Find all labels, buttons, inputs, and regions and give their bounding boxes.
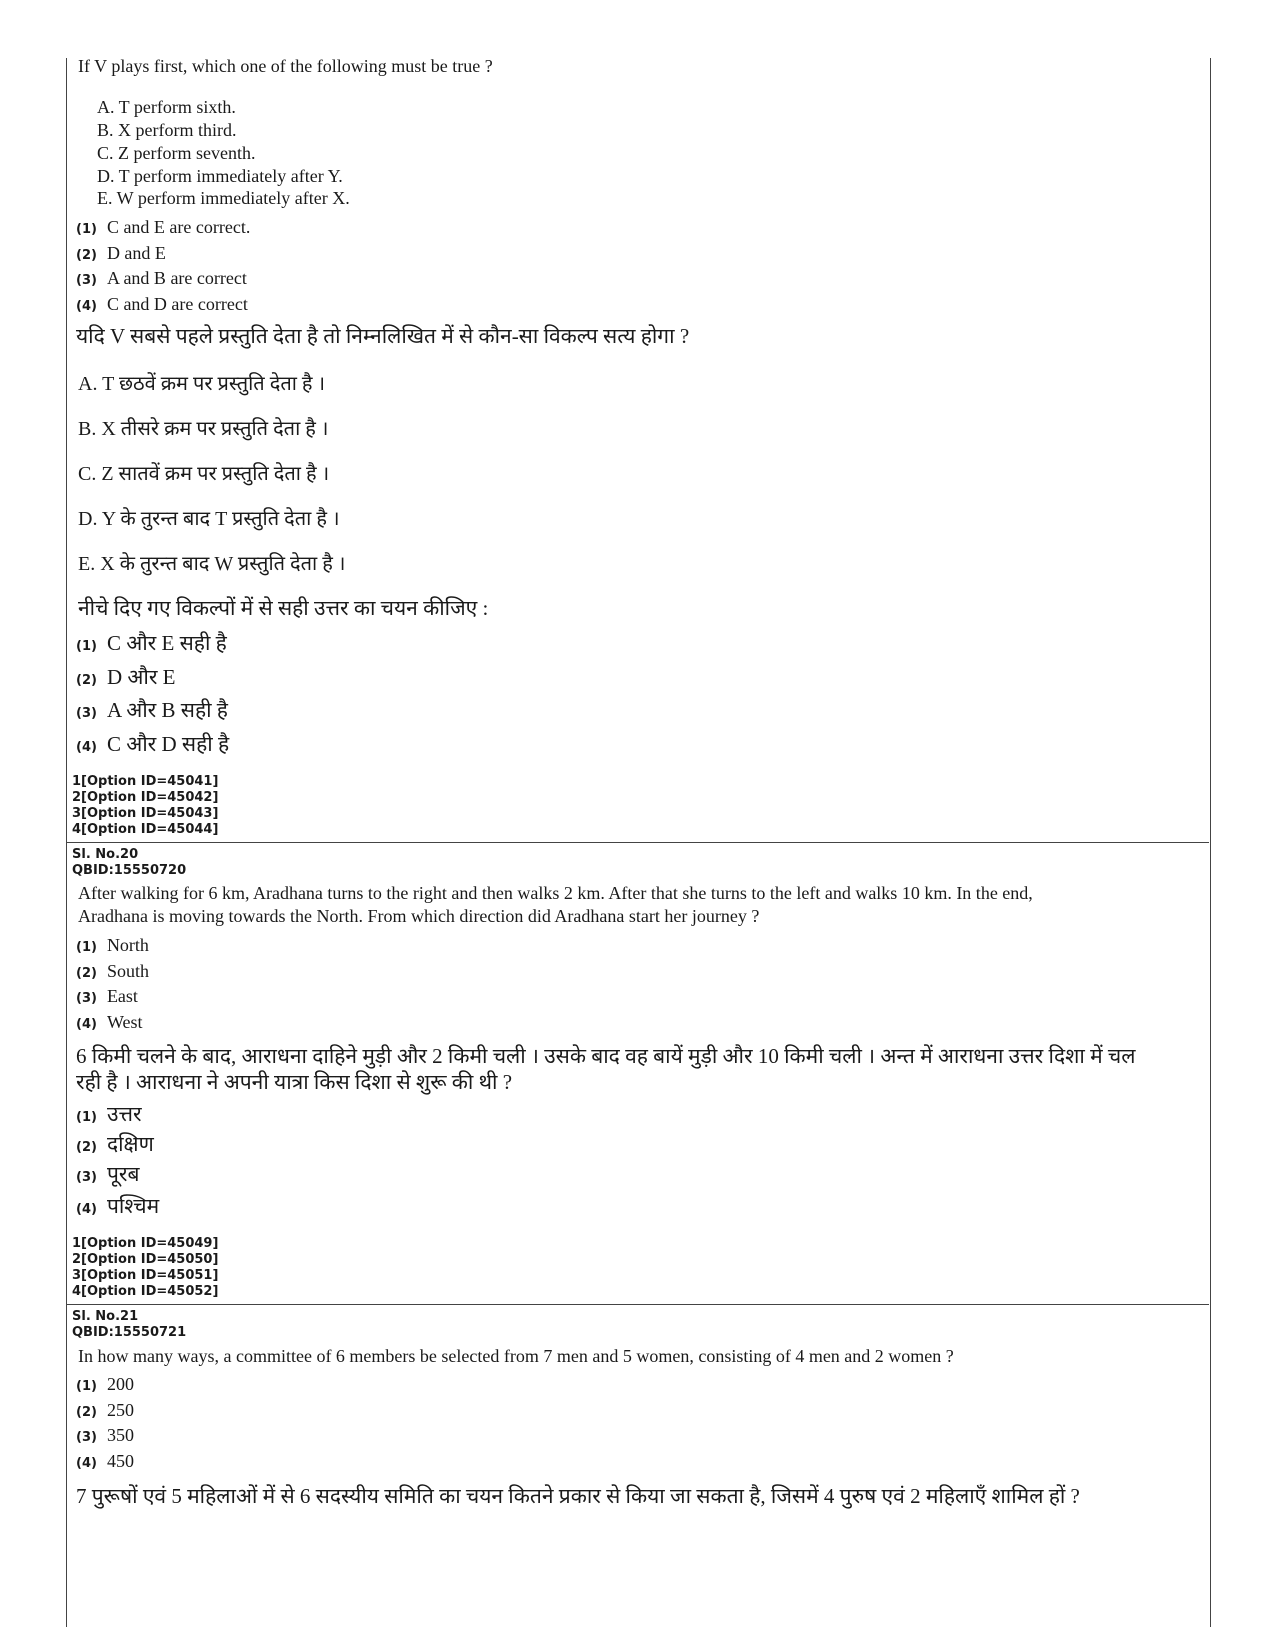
question-divider bbox=[66, 1304, 1209, 1305]
option-id: 2[Option ID=45042] bbox=[72, 790, 219, 805]
option-number: (2) bbox=[76, 1140, 97, 1155]
q19-option-hi-3 bbox=[76, 696, 228, 724]
option-number: (1) bbox=[76, 639, 97, 654]
q19-question-hi: यदि V सबसे पहले प्रस्तुति देता है तो निम्नलिखित में से कौन-सा विकल्प सत्य होगा ? bbox=[76, 324, 690, 348]
q20-option-ids bbox=[72, 1236, 218, 1300]
q19-option-hi-4 bbox=[76, 730, 229, 758]
option-number: (3) bbox=[76, 1170, 97, 1185]
q21-option-en-3 bbox=[76, 1425, 134, 1446]
q20-option-en-3 bbox=[76, 986, 138, 1007]
q20-option-en-2 bbox=[76, 961, 149, 982]
question-divider bbox=[66, 842, 1209, 843]
q19-option-en-2 bbox=[76, 243, 166, 264]
q19-option-en-1 bbox=[76, 217, 250, 238]
option-number: (2) bbox=[76, 673, 97, 688]
option-text: उत्तर bbox=[106, 1102, 142, 1126]
q20-option-hi-1 bbox=[76, 1100, 142, 1128]
option-id: 3[Option ID=45043] bbox=[72, 806, 219, 821]
option-number: (4) bbox=[76, 299, 97, 314]
option-text: A and B are correct bbox=[106, 268, 247, 288]
q21-option-en-1 bbox=[76, 1374, 134, 1395]
q19-option-ids bbox=[72, 774, 218, 838]
q19-statement-hi-b: B. X तीसरे क्रम पर प्रस्तुति देता है । bbox=[78, 418, 329, 440]
option-text: 350 bbox=[106, 1425, 134, 1445]
serial-number: Sl. No.21 bbox=[72, 1309, 139, 1324]
option-text: 250 bbox=[106, 1400, 134, 1420]
q19-option-en-3 bbox=[76, 268, 247, 289]
option-text: C और D सही है bbox=[106, 732, 230, 756]
option-text: South bbox=[106, 961, 149, 981]
qbid: QBID:15550721 bbox=[72, 1325, 187, 1340]
option-id: 4[Option ID=45052] bbox=[72, 1284, 219, 1299]
option-text: D और E bbox=[106, 665, 176, 689]
option-text: C और E सही है bbox=[106, 631, 227, 655]
q19-statement-hi-a: A. T छठवें क्रम पर प्रस्तुति देता है । bbox=[78, 373, 326, 395]
q20-option-en-1 bbox=[76, 935, 149, 956]
q19-statement-c: C. Z perform seventh. bbox=[97, 143, 256, 163]
q19-statement-b: B. X perform third. bbox=[97, 120, 237, 140]
q21-option-en-4 bbox=[76, 1451, 134, 1472]
option-id: 1[Option ID=45041] bbox=[72, 774, 219, 789]
q20-option-hi-2 bbox=[76, 1130, 154, 1158]
option-text: 450 bbox=[106, 1451, 134, 1471]
q20-option-en-4 bbox=[76, 1012, 142, 1033]
q21-question-hi: 7 पुरूषों एवं 5 महिलाओं में से 6 सदस्यीय समिति का चयन कितने प्रकार से किया जा सकता है, जिसमें 4 पुरुष एवं 2 महिलाएँ शामिल हों ? bbox=[76, 1484, 1080, 1508]
serial-number: Sl. No.20 bbox=[72, 847, 139, 862]
q19-question-en: If V plays first, which one of the following must be true ? bbox=[78, 56, 493, 76]
q20-question-hi-line1: 6 किमी चलने के बाद, आराधना दाहिने मुड़ी और 2 किमी चली । उसके बाद वह बायें मुड़ी और 10 किमी चली । अन्त में आराधना उत्तर दिशा में चल bbox=[76, 1044, 1136, 1068]
option-text: A और B सही है bbox=[106, 698, 228, 722]
option-number: (1) bbox=[76, 1379, 97, 1394]
q21-header bbox=[72, 1309, 186, 1341]
q19-statement-a: A. T perform sixth. bbox=[97, 97, 236, 117]
option-text: D and E bbox=[106, 243, 166, 263]
q20-option-hi-3 bbox=[76, 1160, 139, 1188]
q20-header bbox=[72, 847, 186, 879]
option-id: 3[Option ID=45051] bbox=[72, 1268, 219, 1283]
q19-option-hi-2 bbox=[76, 663, 176, 691]
option-text: 200 bbox=[106, 1374, 134, 1394]
q19-instruction-hi: नीचे दिए गए विकल्पों में से सही उत्तर का चयन कीजिए : bbox=[78, 596, 489, 620]
option-text: West bbox=[106, 1012, 143, 1032]
option-number: (2) bbox=[76, 1405, 97, 1420]
option-number: (4) bbox=[76, 1017, 97, 1032]
option-number: (2) bbox=[76, 248, 97, 263]
option-number: (4) bbox=[76, 1202, 97, 1217]
option-number: (3) bbox=[76, 1430, 97, 1445]
option-number: (4) bbox=[76, 740, 97, 755]
q19-option-en-4 bbox=[76, 294, 248, 315]
option-id: 4[Option ID=45044] bbox=[72, 822, 219, 837]
qbid: QBID:15550720 bbox=[72, 863, 187, 878]
option-id: 1[Option ID=45049] bbox=[72, 1236, 219, 1251]
q20-question-hi-line2: रही है । आराधना ने अपनी यात्रा किस दिशा से शुरू की थी ? bbox=[76, 1070, 513, 1094]
q21-option-en-2 bbox=[76, 1400, 134, 1421]
option-number: (1) bbox=[76, 222, 97, 237]
option-number: (1) bbox=[76, 1110, 97, 1125]
option-text: C and E are correct. bbox=[106, 217, 251, 237]
option-number: (1) bbox=[76, 940, 97, 955]
option-number: (2) bbox=[76, 966, 97, 981]
option-text: पूरब bbox=[106, 1162, 140, 1186]
q19-statement-hi-e: E. X के तुरन्त बाद W प्रस्तुति देता है । bbox=[78, 553, 346, 575]
option-number: (3) bbox=[76, 991, 97, 1006]
option-number: (3) bbox=[76, 273, 97, 288]
option-text: North bbox=[106, 935, 149, 955]
option-text: C and D are correct bbox=[106, 294, 248, 314]
option-number: (3) bbox=[76, 706, 97, 721]
option-text: पश्चिम bbox=[106, 1194, 160, 1218]
q19-statement-hi-c: C. Z सातवें क्रम पर प्रस्तुति देता है । bbox=[78, 463, 330, 485]
q21-question-en: In how many ways, a committee of 6 members be selected from 7 men and 5 women, consisting of 4 men and 2 women ? bbox=[78, 1346, 954, 1366]
q20-question-en-line1: After walking for 6 km, Aradhana turns to the right and then walks 2 km. After that she turns to the left and walks 10 km. In the end, bbox=[78, 883, 1033, 903]
option-number: (4) bbox=[76, 1456, 97, 1471]
option-text: East bbox=[106, 986, 138, 1006]
q19-statement-e: E. W perform immediately after X. bbox=[97, 188, 350, 208]
q20-question-en-line2: Aradhana is moving towards the North. From which direction did Aradhana start her journey ? bbox=[78, 906, 760, 926]
q20-option-hi-4 bbox=[76, 1192, 159, 1220]
q19-statement-hi-d: D. Y के तुरन्त बाद T प्रस्तुति देता है । bbox=[78, 508, 340, 530]
option-id: 2[Option ID=45050] bbox=[72, 1252, 219, 1267]
option-text: दक्षिण bbox=[106, 1132, 154, 1156]
q19-statement-d: D. T perform immediately after Y. bbox=[97, 166, 343, 186]
q19-option-hi-1 bbox=[76, 629, 227, 657]
